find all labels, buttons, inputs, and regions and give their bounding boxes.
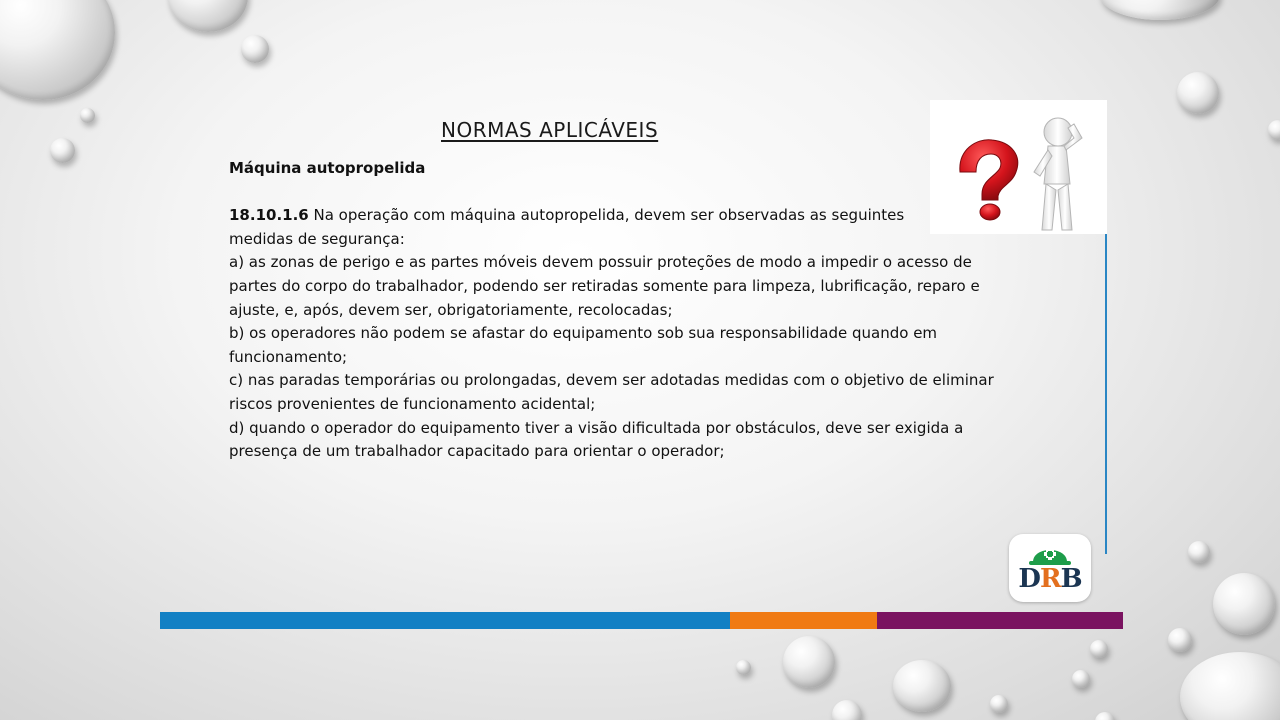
- slide-body: [229, 157, 999, 464]
- water-drop: [0, 0, 115, 100]
- slide-title: NORMAS APLICÁVEIS: [441, 118, 659, 142]
- question-figure-image: [930, 100, 1107, 234]
- norm-item-d: d) quando o operador do equipamento tiver a visão dificultada por obstáculos, deve ser exigida a presença de um trabalhador capacitado para orientar o operador;: [229, 418, 964, 461]
- norm-reference: 18.10.1.6: [229, 206, 309, 225]
- water-drop: [1188, 541, 1210, 563]
- water-drop: [1090, 640, 1108, 658]
- water-drop: [990, 695, 1008, 713]
- water-drop: [168, 0, 248, 32]
- drb-logo: [1009, 534, 1091, 602]
- water-drop: [832, 700, 862, 720]
- water-drop: [1177, 72, 1219, 114]
- norm-intro-text: Na operação com máquina autopropelida, devem ser observadas as seguintes medidas de segurança:: [229, 206, 905, 248]
- norm-intro-paragraph: [229, 204, 999, 251]
- norm-item-a: a) as zonas de perigo e as partes móveis devem possuir proteções de modo a impedir o acesso de partes do corpo do trabalhador, podendo ser retiradas somente para limpeza, lubrificação, reparo e ajuste, e, após, devem ser, obrigatoriamente, recolocadas;: [229, 253, 980, 319]
- footer-bar-blue: [160, 612, 730, 629]
- water-drop: [50, 138, 75, 163]
- water-drop: [1213, 573, 1275, 635]
- water-drop: [1072, 670, 1090, 688]
- water-drop: [1268, 120, 1280, 140]
- logo-letter-b: B: [1060, 564, 1082, 594]
- norm-item-c: c) nas paradas temporárias ou prolongadas, devem ser adotadas medidas com o objetivo de eliminar riscos provenientes de funcionamento acidental;: [229, 371, 994, 413]
- footer-bar-purple: [877, 612, 1123, 629]
- water-drop: [893, 660, 951, 712]
- footer-bar-orange: [730, 612, 877, 629]
- logo-letter-d: D: [1018, 564, 1040, 594]
- norm-item-b: b) os operadores não podem se afastar do equipamento sob sua responsabilidade quando em funcionamento;: [229, 324, 938, 366]
- logo-letter-r: R: [1039, 564, 1061, 594]
- water-drop: [1180, 652, 1280, 720]
- section-subtitle: Máquina autopropelida: [229, 159, 426, 177]
- water-drop: [783, 636, 835, 688]
- logo-letters: [1009, 564, 1091, 594]
- water-drop: [1168, 628, 1192, 652]
- question-mark-figure-icon: [930, 100, 1107, 234]
- water-drop: [241, 35, 269, 63]
- water-drop: [80, 108, 95, 123]
- water-drop: [736, 660, 751, 675]
- water-drop: [1095, 712, 1115, 720]
- water-drop: [1100, 0, 1220, 20]
